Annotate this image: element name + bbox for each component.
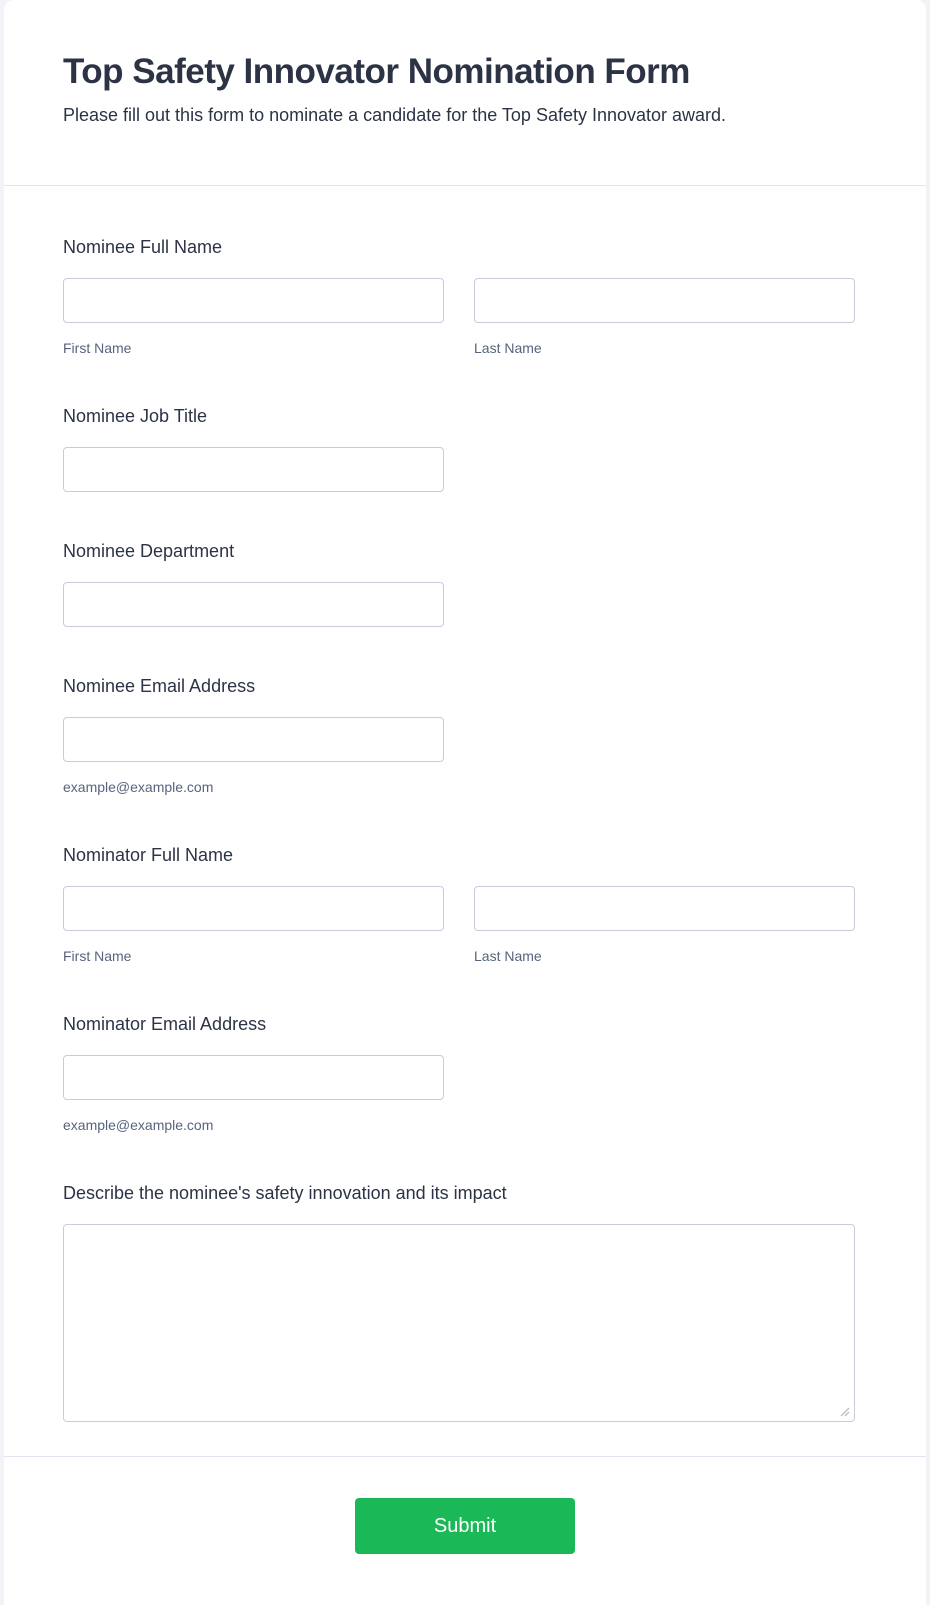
form-body: [4, 186, 926, 1457]
fullname-row: [63, 886, 855, 965]
question-nominator-email: [63, 1013, 867, 1134]
question-label: Nominator Email Address: [63, 1014, 267, 1034]
fullname-row: [63, 278, 855, 357]
question-nominee-job-title: [63, 405, 867, 492]
last-name-sublabel: Last Name: [474, 340, 542, 356]
email-example-sublabel: example@example.com: [63, 779, 214, 795]
first-name-sublabel: First Name: [63, 948, 132, 964]
question-label: Nominee Job Title: [63, 406, 208, 426]
nominee-last-name-input[interactable]: [474, 278, 855, 323]
first-name-col: [63, 278, 444, 357]
last-name-col: [474, 886, 855, 965]
question-label: Nominee Full Name: [63, 237, 223, 257]
question-nominee-email: [63, 675, 867, 796]
form-subtitle: Please fill out this form to nominate a candidate for the Top Safety Innovator award.: [63, 105, 727, 125]
question-nominee-full-name: [63, 236, 867, 357]
form-title: Top Safety Innovator Nomination Form: [63, 52, 690, 91]
last-name-sublabel: Last Name: [474, 948, 542, 964]
question-nominee-department: [63, 540, 867, 627]
form-header: [4, 0, 926, 186]
nominee-department-input[interactable]: [63, 582, 444, 627]
nominee-job-title-input[interactable]: [63, 447, 444, 492]
question-nominator-full-name: [63, 844, 867, 965]
question-label: Nominee Department: [63, 541, 235, 561]
submit-button[interactable]: Submit: [355, 1498, 575, 1554]
question-label: Nominator Full Name: [63, 845, 234, 865]
email-example-sublabel: example@example.com: [63, 1117, 214, 1133]
form-footer: [4, 1457, 926, 1605]
nominator-email-input[interactable]: [63, 1055, 444, 1100]
last-name-col: [474, 278, 855, 357]
innovation-description-textarea[interactable]: [63, 1224, 855, 1422]
first-name-sublabel: First Name: [63, 340, 132, 356]
form-card: [4, 0, 926, 1605]
nominee-email-input[interactable]: [63, 717, 444, 762]
nominator-first-name-input[interactable]: [63, 886, 444, 931]
nominee-first-name-input[interactable]: [63, 278, 444, 323]
first-name-col: [63, 886, 444, 965]
question-label: Describe the nominee's safety innovation and its impact: [63, 1183, 507, 1203]
question-label: Nominee Email Address: [63, 676, 256, 696]
question-innovation-description: [63, 1182, 867, 1422]
nominator-last-name-input[interactable]: [474, 886, 855, 931]
textarea-wrapper: [63, 1224, 855, 1422]
